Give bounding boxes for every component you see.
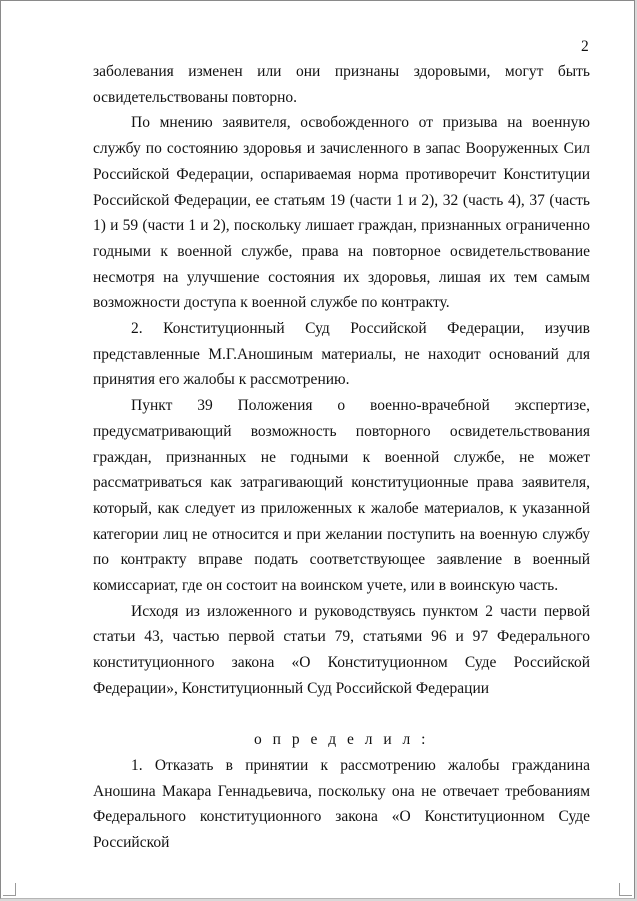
crop-mark-left (3, 883, 16, 896)
decision-heading: о п р е д е л и л : (254, 731, 429, 749)
paragraph-legal-basis: Исходя из изложенного и руководствуясь пунктом 2 части первой статьи 43, частью первой статьи 79, статьями 96 и 97 Федерального конституционного закона «О Конституционном Суде Российской Федерации», Конституционный Суд Российской Федерации (93, 602, 590, 697)
page-number: 2 (581, 38, 589, 55)
paragraph-court-review: 2. Конституционный Суд Российской Федерации, изучив представленные М.Г.Аношиным материалы, не находит оснований для принятия его жалобы к рассмотрению. (93, 320, 590, 389)
paragraph-applicant-opinion: По мнению заявителя, освобожденного от призыва на военную службу по состоянию здоровья и зачисленного в запас Вооруженных Сил Российской Федерации, оспариваемая норма противоречит Конституции Российской Федерации, ее статьям 19 (части 1 и 2), 32 (часть 4), 37 (часть 1) и 59 (части 1 и 2), поскольку лишает граждан, признанных ограниченно годными к военной службе, права на повторное освидетельствование несмотря на улучшение состояния их здоровья, лишая их тем самым возможности доступа к военной службе по контракту. (93, 114, 590, 312)
paragraph-point-39: Пункт 39 Положения о военно-врачебной экспертизе, предусматривающий возможность повторного освидетельствования граждан, признанных не годными к военной службе, не может рассматриваться как затрагивающий конституционные права заявителя, который, как следует из приложенных к жалобе материалов, к указанной категории лиц не относится и при желании поступить на военную службу по контракту вправе подать соответствующее заявление в военный комиссариат, где он состоит на воинском учете, или в воинскую часть. (93, 397, 590, 595)
paragraph-continuation: заболевания изменен или они признаны здоровыми, могут быть освидетельствованы повторно. (93, 63, 590, 106)
spacer (93, 702, 590, 728)
document-body (93, 59, 590, 856)
paragraph-decision-1: 1. Отказать в принятии к рассмотрению жалобы гражданина Аношина Макара Геннадьевича, поскольку она не отвечает требованиям Федерального конституционного закона «О Конституционном Суде Российской (93, 756, 590, 852)
crop-mark-right (619, 883, 632, 896)
